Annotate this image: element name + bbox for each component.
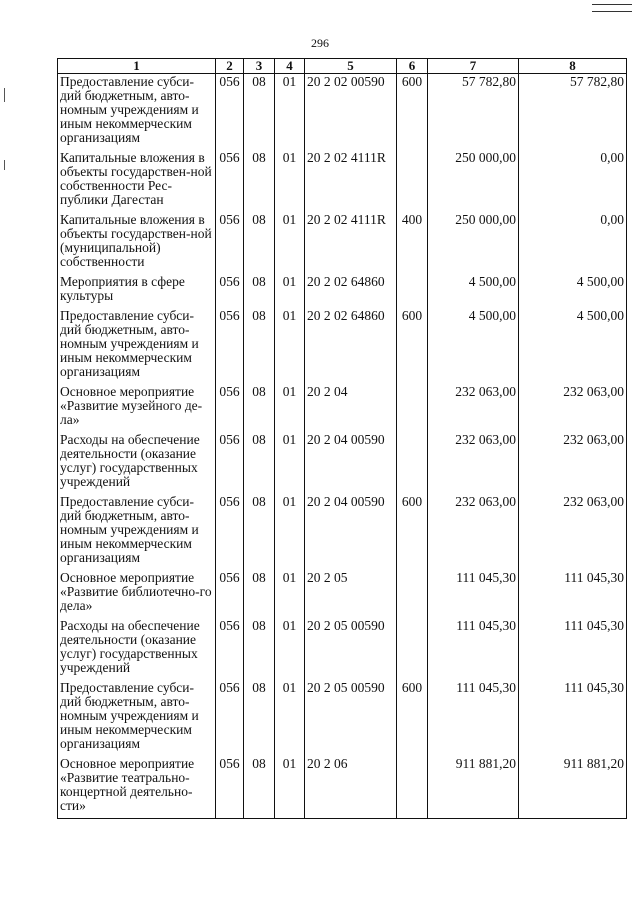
ministry-code-cell: 056 [216,494,244,570]
subsection-code-cell: 01 [275,212,305,274]
ministry-code-cell: 056 [216,308,244,384]
amount-cell-col7: 911 881,20 [428,756,519,819]
section-code-cell: 08 [244,274,275,308]
expense-type-cell: 600 [397,494,428,570]
amount-cell-col8: 0,00 [519,150,627,212]
amount-cell-col7: 250 000,00 [428,150,519,212]
column-header: 6 [397,59,428,74]
target-article-cell: 20 2 05 00590 [305,680,397,756]
subsection-code-cell: 01 [275,494,305,570]
table-row [58,570,627,618]
section-code-cell: 08 [244,432,275,494]
expense-type-cell [397,756,428,819]
section-code-cell: 08 [244,308,275,384]
column-header: 4 [275,59,305,74]
table-row [58,432,627,494]
amount-cell-col7: 232 063,00 [428,384,519,432]
target-article-cell: 20 2 02 4111R [305,212,397,274]
section-code-cell: 08 [244,74,275,151]
amount-cell-col8: 57 782,80 [519,74,627,151]
subsection-code-cell: 01 [275,570,305,618]
amount-cell-col8: 111 045,30 [519,618,627,680]
section-code-cell: 08 [244,570,275,618]
section-code-cell: 08 [244,384,275,432]
ministry-code-cell: 056 [216,274,244,308]
table-row [58,756,627,819]
expense-type-cell: 600 [397,680,428,756]
subsection-code-cell: 01 [275,384,305,432]
amount-cell-col8: 911 881,20 [519,756,627,819]
column-header: 1 [58,59,216,74]
page-number: 296 [311,36,329,50]
table-row [58,274,627,308]
column-header: 2 [216,59,244,74]
expense-name-cell: Мероприятия в сфере культуры [58,274,216,308]
ministry-code-cell: 056 [216,432,244,494]
expense-type-cell [397,618,428,680]
target-article-cell: 20 2 05 [305,570,397,618]
amount-cell-col8: 111 045,30 [519,680,627,756]
expense-type-cell: 600 [397,74,428,151]
expense-type-cell [397,384,428,432]
ministry-code-cell: 056 [216,150,244,212]
amount-cell-col7: 232 063,00 [428,432,519,494]
amount-cell-col8: 0,00 [519,212,627,274]
subsection-code-cell: 01 [275,274,305,308]
amount-cell-col8: 111 045,30 [519,570,627,618]
amount-cell-col8: 232 063,00 [519,494,627,570]
subsection-code-cell: 01 [275,308,305,384]
expense-name-cell: Предоставление субси-дий бюджетным, авто-номным учреждениям и иным некоммерческим организациям [58,494,216,570]
table-row [58,212,627,274]
target-article-cell: 20 2 02 64860 [305,274,397,308]
ministry-code-cell: 056 [216,570,244,618]
subsection-code-cell: 01 [275,432,305,494]
expense-name-cell: Расходы на обеспечение деятельности (оказание услуг) государственных учреждений [58,618,216,680]
expense-type-cell: 400 [397,212,428,274]
margin-scan-mark [4,160,5,170]
amount-cell-col7: 250 000,00 [428,212,519,274]
amount-cell-col8: 4 500,00 [519,274,627,308]
expense-name-cell: Капитальные вложения в объекты государствен-ной собственности Рес-публики Дагестан [58,150,216,212]
expense-name-cell: Основное мероприятие «Развитие театрально-концертной деятельно-сти» [58,756,216,819]
margin-scan-mark [4,88,5,102]
table-header-row [58,59,627,74]
expense-name-cell: Предоставление субси-дий бюджетным, авто-номным учреждениям и иным некоммерческим организациям [58,74,216,151]
amount-cell-col7: 232 063,00 [428,494,519,570]
ministry-code-cell: 056 [216,680,244,756]
target-article-cell: 20 2 04 [305,384,397,432]
subsection-code-cell: 01 [275,680,305,756]
expense-name-cell: Предоставление субси-дий бюджетным, авто-номным учреждениям и иным некоммерческим организациям [58,680,216,756]
column-header: 8 [519,59,627,74]
expense-name-cell: Основное мероприятие «Развитие музейного де-ла» [58,384,216,432]
expense-name-cell: Расходы на обеспечение деятельности (оказание услуг) государственных учреждений [58,432,216,494]
subsection-code-cell: 01 [275,756,305,819]
amount-cell-col7: 111 045,30 [428,680,519,756]
expense-type-cell [397,432,428,494]
column-header: 5 [305,59,397,74]
expense-type-cell [397,274,428,308]
amount-cell-col8: 232 063,00 [519,384,627,432]
amount-cell-col8: 232 063,00 [519,432,627,494]
subsection-code-cell: 01 [275,74,305,151]
table-row [58,494,627,570]
section-code-cell: 08 [244,756,275,819]
expense-name-cell: Предоставление субси-дий бюджетным, авто-номным учреждениям и иным некоммерческим организациям [58,308,216,384]
target-article-cell: 20 2 06 [305,756,397,819]
amount-cell-col7: 57 782,80 [428,74,519,151]
corner-scan-mark [592,4,632,12]
expense-name-cell: Капитальные вложения в объекты государствен-ной (муниципальной) собственности [58,212,216,274]
ministry-code-cell: 056 [216,212,244,274]
ministry-code-cell: 056 [216,756,244,819]
column-header: 3 [244,59,275,74]
amount-cell-col8: 4 500,00 [519,308,627,384]
target-article-cell: 20 2 02 4111R [305,150,397,212]
section-code-cell: 08 [244,494,275,570]
amount-cell-col7: 4 500,00 [428,274,519,308]
table-row [58,680,627,756]
subsection-code-cell: 01 [275,150,305,212]
table-row [58,150,627,212]
expense-type-cell [397,150,428,212]
ministry-code-cell: 056 [216,74,244,151]
table-row [58,618,627,680]
target-article-cell: 20 2 02 64860 [305,308,397,384]
column-header: 7 [428,59,519,74]
expense-type-cell: 600 [397,308,428,384]
section-code-cell: 08 [244,212,275,274]
expense-name-cell: Основное мероприятие «Развитие библиотечно-го дела» [58,570,216,618]
subsection-code-cell: 01 [275,618,305,680]
target-article-cell: 20 2 02 00590 [305,74,397,151]
target-article-cell: 20 2 04 00590 [305,494,397,570]
table-row [58,308,627,384]
amount-cell-col7: 111 045,30 [428,618,519,680]
target-article-cell: 20 2 04 00590 [305,432,397,494]
table-row [58,74,627,151]
amount-cell-col7: 4 500,00 [428,308,519,384]
section-code-cell: 08 [244,150,275,212]
ministry-code-cell: 056 [216,384,244,432]
section-code-cell: 08 [244,680,275,756]
table-row [58,384,627,432]
section-code-cell: 08 [244,618,275,680]
expense-type-cell [397,570,428,618]
amount-cell-col7: 111 045,30 [428,570,519,618]
target-article-cell: 20 2 05 00590 [305,618,397,680]
ministry-code-cell: 056 [216,618,244,680]
budget-table [57,58,627,819]
